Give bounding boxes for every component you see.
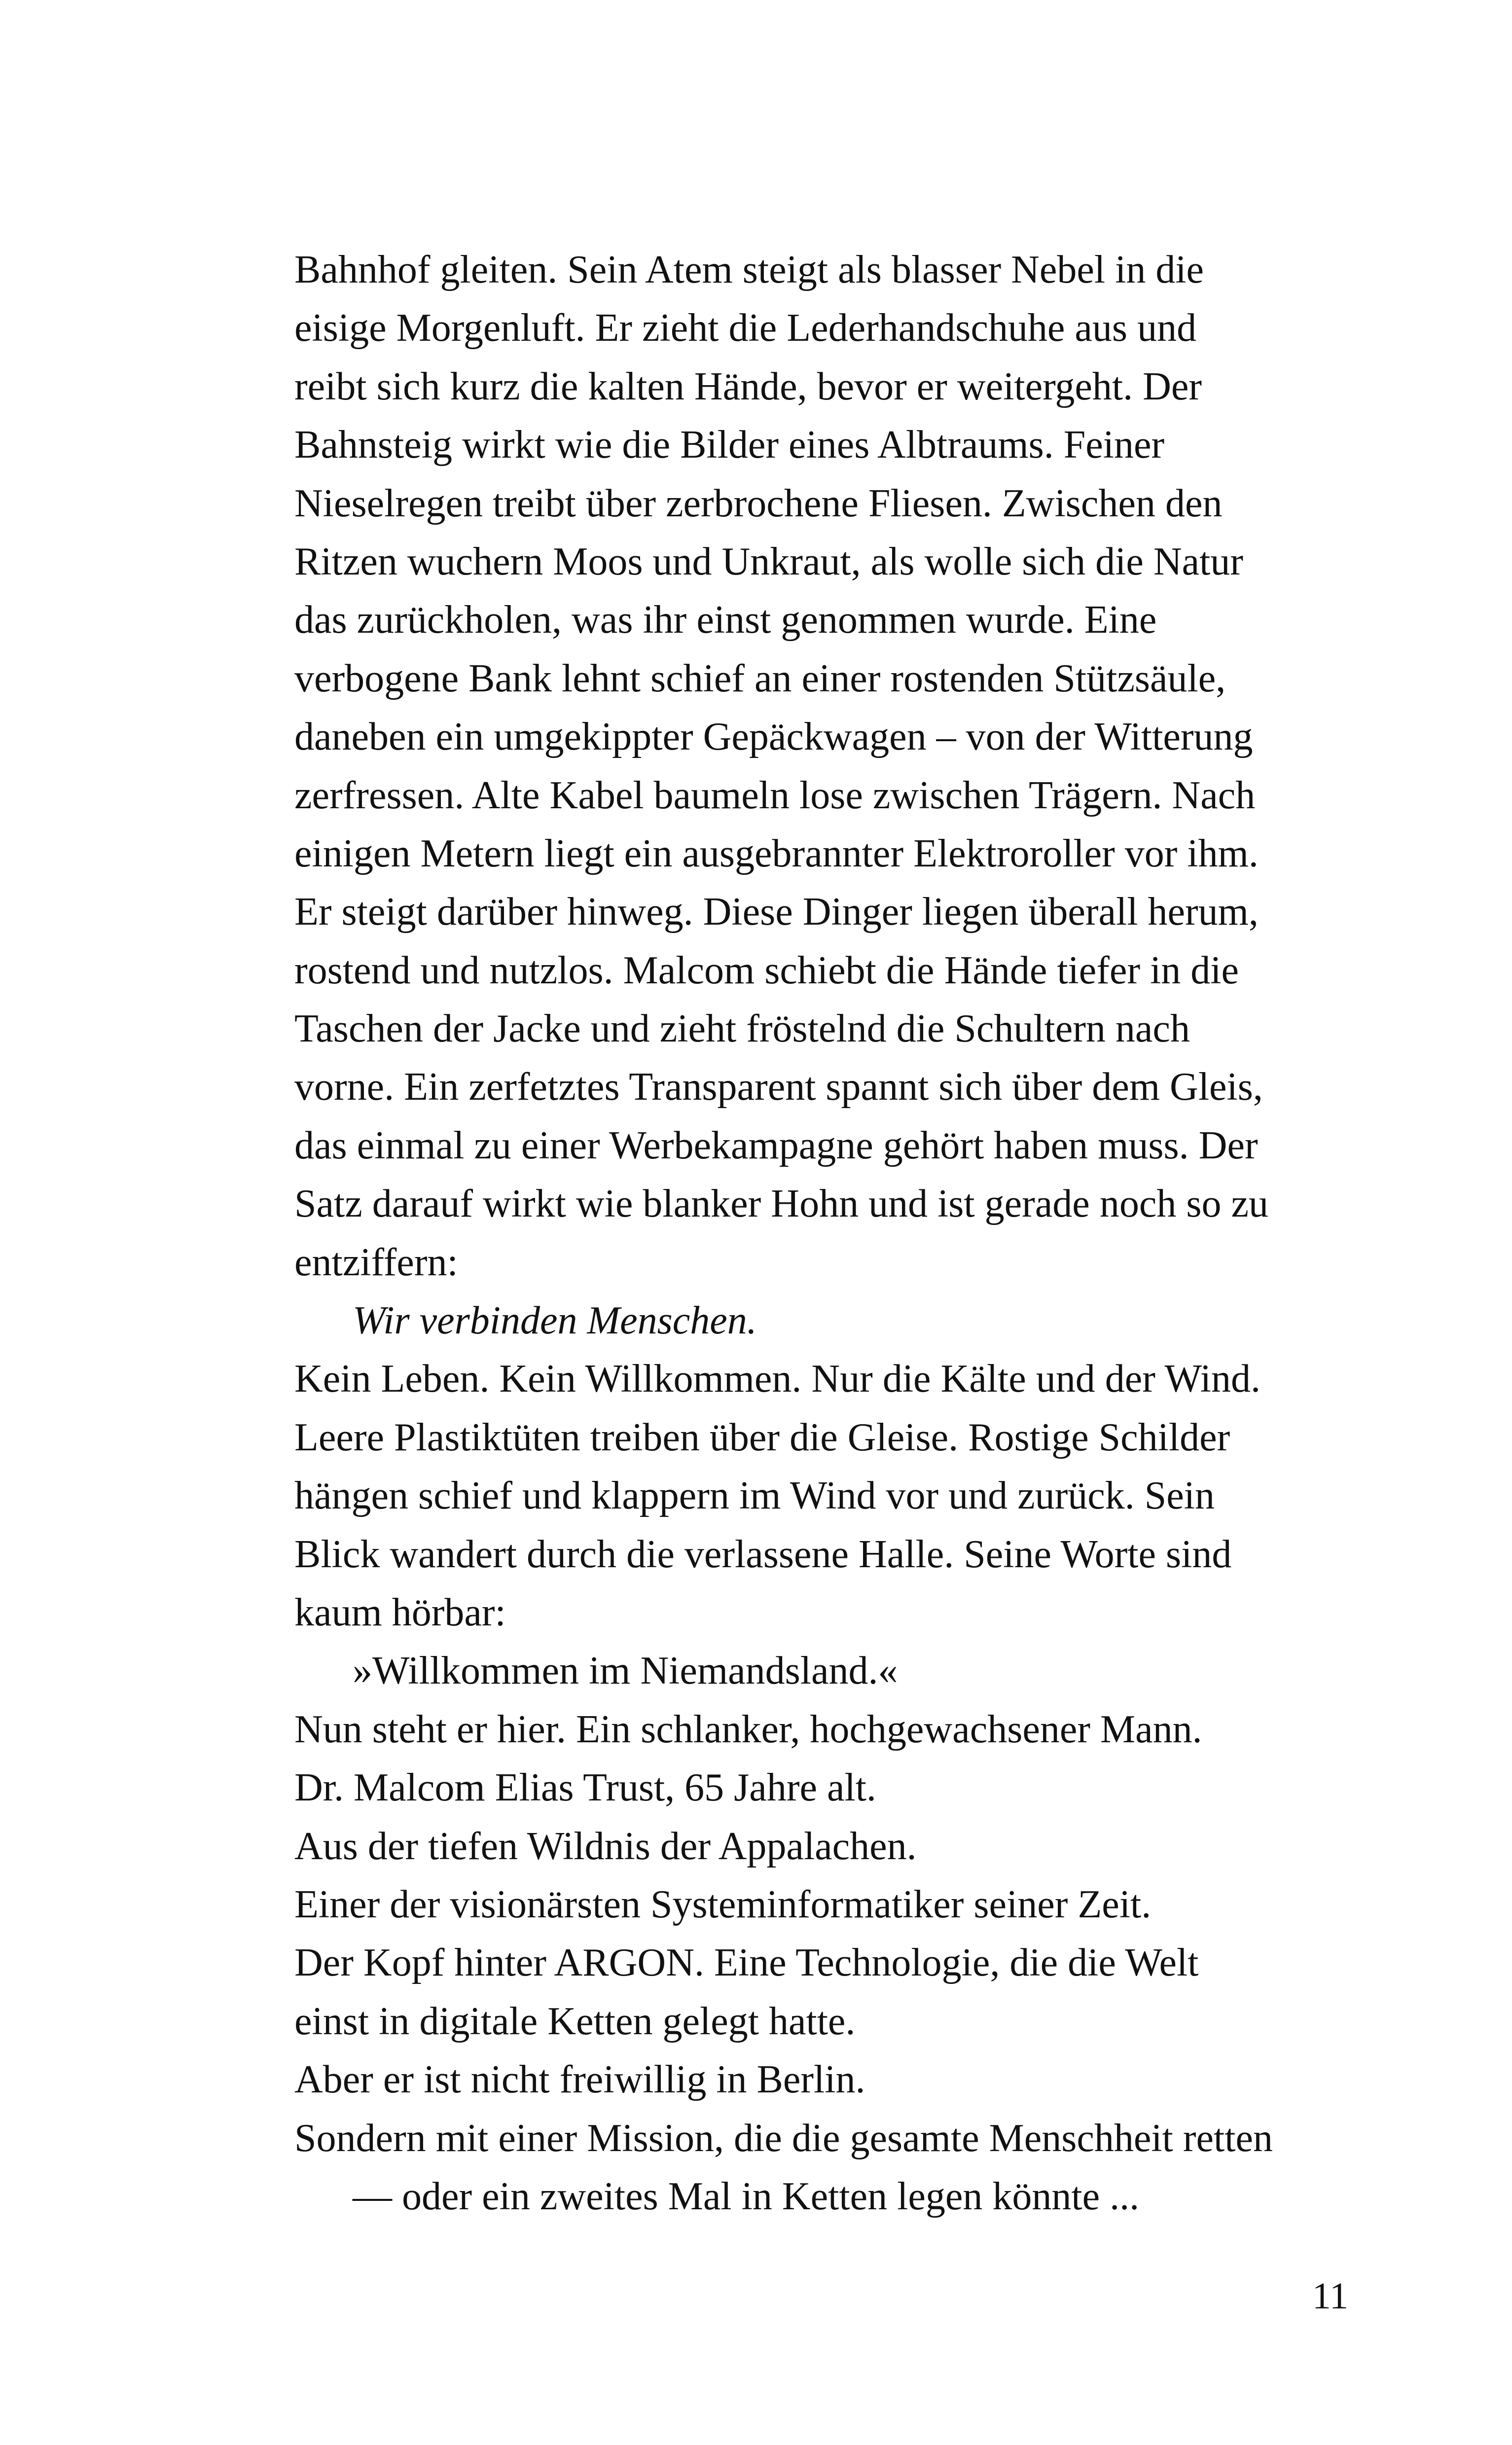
text-line: einigen Metern liegt ein ausgebrannter Elektroroller vor ihm. (294, 831, 1259, 875)
text-line: vorne. Ein zerfetztes Transparent spannt sich über dem Gleis, (294, 1065, 1263, 1109)
text-line: Einer der visionärsten Systeminformatiker seiner Zeit. (294, 1882, 1152, 1926)
text-line: Er steigt darüber hinweg. Diese Dinger liegen überall herum, (294, 890, 1259, 934)
text-line: Aber er ist nicht freiwillig in Berlin. (294, 2058, 865, 2102)
text-line: Bahnhof gleiten. Sein Atem steigt als blasser Nebel in die (294, 248, 1204, 291)
body-text (294, 241, 1350, 2226)
text-line: Bahnsteig wirkt wie die Bilder eines Albtraums. Feiner (294, 423, 1165, 467)
text-line: Taschen der Jacke und zieht fröstelnd die Schultern nach (294, 1007, 1190, 1051)
text-line: hängen schief und klappern im Wind vor und zurück. Sein (294, 1474, 1215, 1518)
text-line: Kein Leben. Kein Willkommen. Nur die Kälte und der Wind. (294, 1357, 1261, 1401)
text-line: daneben ein umgekippter Gepäckwagen – von der Witterung (294, 715, 1253, 759)
text-line: Der Kopf hinter ARGON. Eine Technologie, die die Welt (294, 1941, 1199, 1985)
text-line: Leere Plastiktüten treiben über die Gleise. Rostige Schilder (294, 1415, 1230, 1459)
text-line: kaum hörbar: (294, 1590, 506, 1634)
page-number: 11 (1312, 2275, 1348, 2317)
text-line: Blick wandert durch die verlassene Halle. Seine Worte sind (294, 1532, 1232, 1576)
text-line: Aus der tiefen Wildnis der Appalachen. (294, 1824, 917, 1868)
text-line: Sondern mit einer Mission, die die gesamte Menschheit retten (294, 2116, 1273, 2160)
text-line: Nun steht er hier. Ein schlanker, hochgewachsener Mann. (294, 1707, 1202, 1751)
text-line: Satz darauf wirkt wie blanker Hohn und ist gerade noch so zu (294, 1182, 1268, 1226)
text-line: zerfressen. Alte Kabel baumeln lose zwischen Trägern. Nach (294, 773, 1256, 817)
text-line: verbogene Bank lehnt schief an einer rostenden Stützsäule, (294, 656, 1226, 700)
text-line: das zurückholen, was ihr einst genommen wurde. Eine (294, 598, 1157, 642)
text-line: entziffern: (294, 1240, 458, 1284)
quoted-speech-line: »Willkommen im Niemandsland.« (353, 1649, 898, 1693)
text-line: rostend und nutzlos. Malcom schiebt die Hände tiefer in die (294, 948, 1239, 992)
text-line: einst in digitale Ketten gelegt hatte. (294, 1999, 856, 2043)
text-line: Nieselregen treibt über zerbrochene Fliesen. Zwischen den (294, 481, 1223, 525)
text-line: das einmal zu einer Werbekampagne gehört haben muss. Der (294, 1123, 1258, 1167)
text-line: Ritzen wuchern Moos und Unkraut, als wolle sich die Natur (294, 539, 1244, 583)
text-line: Dr. Malcom Elias Trust, 65 Jahre alt. (294, 1766, 876, 1810)
text-line: reibt sich kurz die kalten Hände, bevor er weitergeht. Der (294, 364, 1202, 408)
text-line: eisige Morgenluft. Er zieht die Lederhandschuhe aus und (294, 306, 1197, 350)
closing-line: — oder ein zweites Mal in Ketten legen könnte ... (353, 2174, 1140, 2218)
italic-quote-line: Wir verbinden Menschen. (353, 1299, 757, 1343)
